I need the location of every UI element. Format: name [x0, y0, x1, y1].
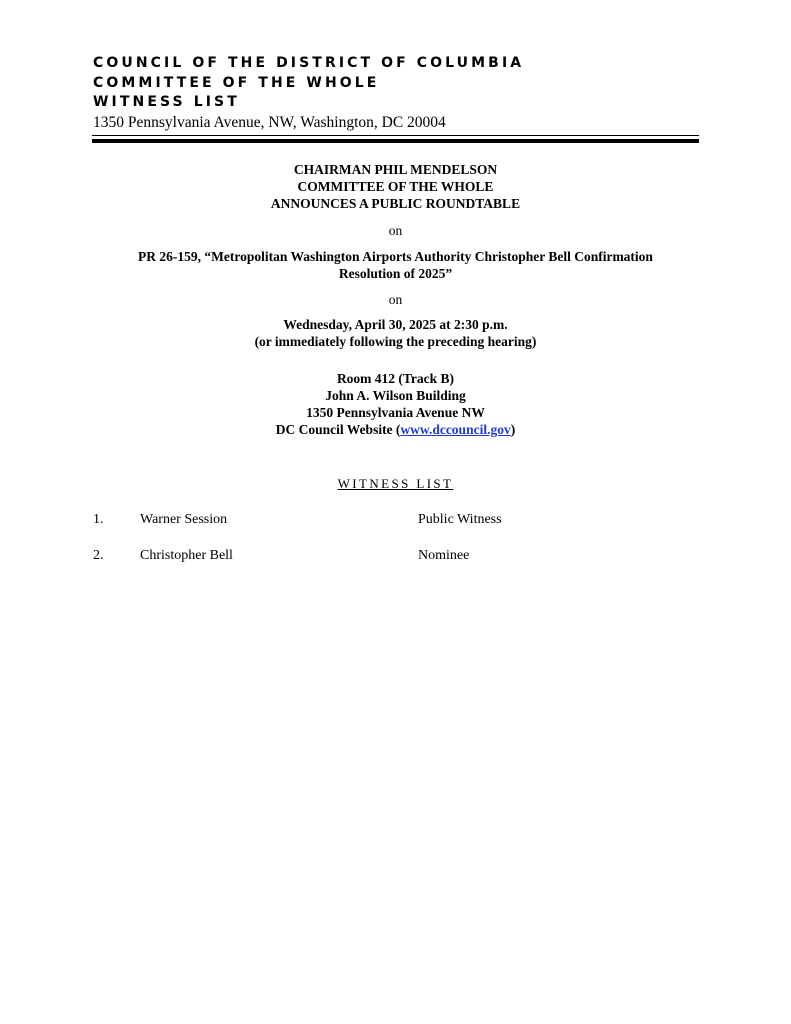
letterhead-address: 1350 Pennsylvania Avenue, NW, Washington, DC 20004: [93, 113, 446, 131]
website-line: [93, 421, 698, 438]
letterhead: [93, 54, 698, 132]
witness-role: Nominee: [418, 548, 470, 563]
witness-number: 1.: [93, 512, 104, 527]
document-type: WITNESS LIST: [93, 94, 240, 110]
street-address: 1350 Pennsylvania Avenue NW: [306, 405, 485, 420]
announcement-heading: [93, 161, 698, 212]
witness-list-heading: [93, 476, 698, 492]
witness-name: Warner Session: [140, 512, 228, 527]
witness-role: Public Witness: [418, 512, 502, 527]
hearing-date: [93, 316, 698, 350]
witness-row: [93, 511, 698, 529]
on-connector-1: on: [388, 223, 403, 238]
on-connector-2: on: [388, 292, 403, 307]
measure-title-line-2: Resolution of 2025”: [338, 266, 453, 281]
date-time: Wednesday, April 30, 2025 at 2:30 p.m.: [283, 317, 508, 332]
witness-row: [93, 547, 698, 565]
hearing-location: [93, 370, 698, 438]
measure-title: [93, 248, 698, 282]
header-divider-thick: [92, 139, 699, 143]
committee-line: COMMITTEE OF THE WHOLE: [297, 179, 494, 194]
measure-title-line-1: PR 26-159, “Metropolitan Washington Airports Authority Christopher Bell Confirmation: [138, 249, 653, 264]
date-note: (or immediately following the preceding hearing): [254, 334, 537, 349]
building: John A. Wilson Building: [325, 388, 466, 403]
website-prefix: DC Council Website (: [275, 422, 401, 437]
committee-name: COMMITTEE OF THE WHOLE: [93, 74, 380, 91]
witness-name: Christopher Bell: [140, 548, 233, 563]
room: Room 412 (Track B): [336, 371, 455, 386]
website-suffix: ): [510, 422, 516, 437]
witness-number: 2.: [93, 548, 104, 563]
witness-list-heading-text: WITNESS LIST: [337, 476, 454, 491]
council-name: COUNCIL OF THE DISTRICT OF COLUMBIA: [93, 55, 525, 71]
header-divider-thin: [92, 135, 699, 136]
announces-line: ANNOUNCES A PUBLIC ROUNDTABLE: [270, 196, 521, 211]
chairman-line: CHAIRMAN PHIL MENDELSON: [293, 162, 498, 177]
dccouncil-website-link[interactable]: www.dccouncil.gov: [400, 422, 511, 437]
